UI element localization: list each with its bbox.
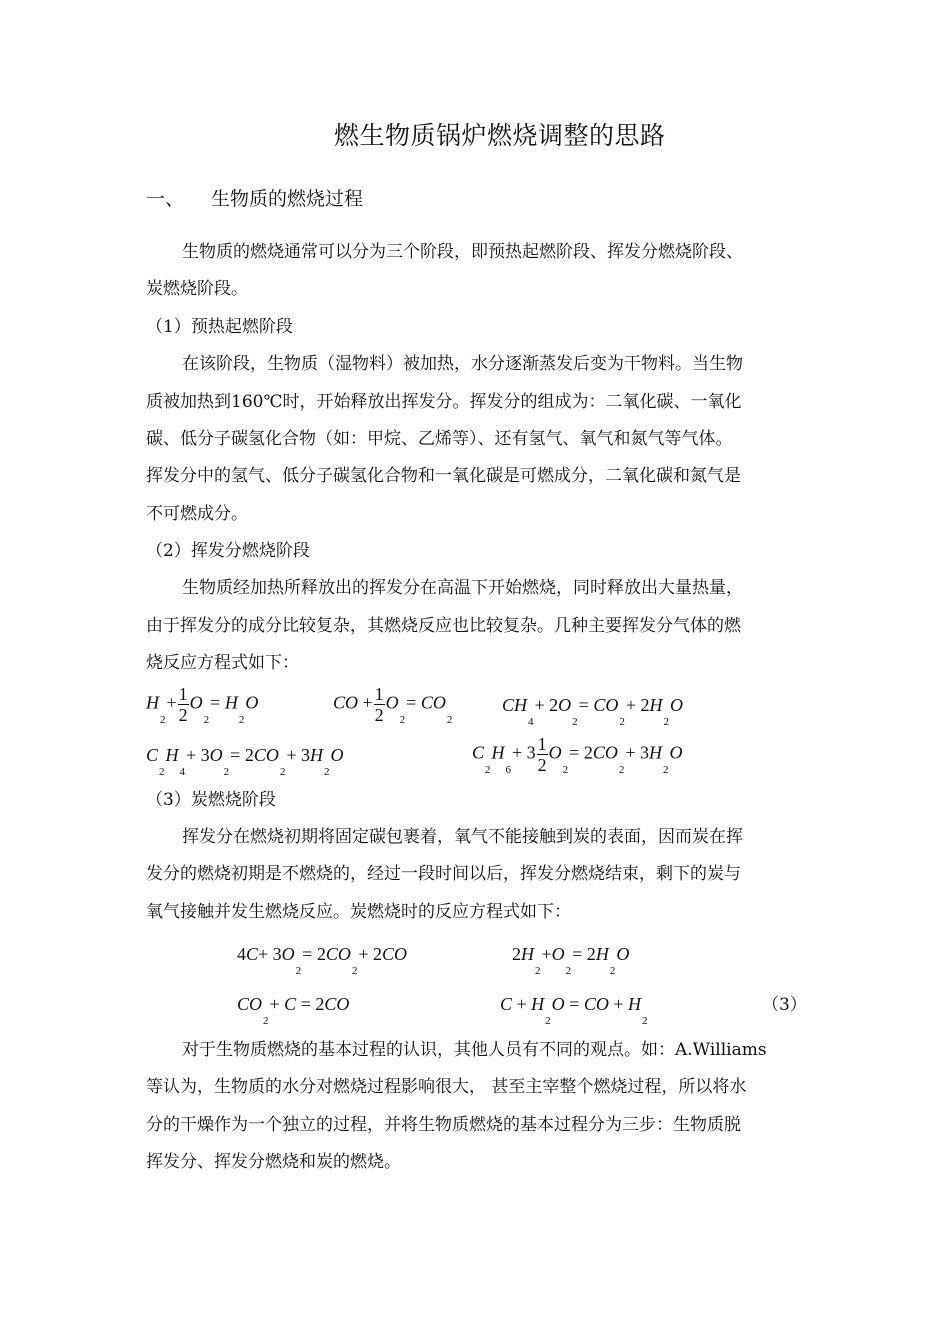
- stage3-line-1: 挥发分在燃烧初期将固定碳包裹着，氧气不能接触到炭的表面，因而炭在挥: [182, 827, 743, 847]
- equation-c2h4-combustion: $C_2H_4+ 3O_2= 2CO_2+ 3H_2O$: [146, 745, 344, 778]
- equation-c2h6-combustion: $C_2H_6+ 3$ $\frac{1}{2}$ $O_2= 2CO_2+ 3H_2O$: [472, 734, 683, 776]
- stage2-line-2: 由于挥发分的成分比较复杂，其燃烧反应也比较复杂。几种主要挥发分气体的燃: [146, 616, 741, 636]
- equation-h2-combustion: $H_2+$ $\frac{1}{2}$ $O_2= H_2O$: [146, 684, 259, 726]
- equation-co-combustion: CO + $\frac{1}{2}$ $O_2= CO_2$: [333, 684, 453, 726]
- equation-co2-reduction: $CO_2+ C = 2CO$: [237, 994, 350, 1027]
- stage1-line-5: 不可燃成分。: [146, 504, 248, 524]
- section-number: 一、: [146, 188, 185, 210]
- stage1-heading: （1）预热起燃阶段: [146, 317, 293, 337]
- closing-line-2: 等认为，生物质的水分对燃烧过程影响很大， 甚至主宰整个燃烧过程，所以将水: [146, 1077, 747, 1097]
- stage2-heading: （2）挥发分燃烧阶段: [146, 541, 310, 561]
- stage2-line-3: 烧反应方程式如下：: [146, 653, 299, 673]
- equation-ch4-combustion: $CH_4+ 2O_2= CO_2+ 2H_2O$: [502, 695, 683, 728]
- equation-number: （3）: [762, 995, 807, 1015]
- closing-line-3: 分的干燥作为一个独立的过程，并将生物质燃烧的基本过程分为三步：生物质脱: [146, 1115, 741, 1135]
- section-heading: 生物质的燃烧过程: [211, 188, 364, 210]
- stage2-line-1: 生物质经加热所释放出的挥发分在高温下开始燃烧，同时释放出大量热量，: [182, 578, 743, 598]
- equation-hydrogen-oxidation: $2H_2+O_2= 2H_2O$: [512, 944, 630, 977]
- stage3-line-3: 氧气接触并发生燃烧反应。炭燃烧时的反应方程式如下：: [146, 902, 571, 922]
- equation-water-gas: $C + H_2O$ = CO + $H_2$: [500, 994, 648, 1027]
- stage1-line-3: 碳、低分子碳氢化合物（如：甲烷、乙烯等）、还有氢气、氧气和氮气等气体。: [146, 429, 733, 449]
- stage1-line-4: 挥发分中的氢气、低分子碳氢化合物和一氧化碳是可燃成分，二氧化碳和氮气是: [146, 466, 741, 486]
- closing-line-4: 挥发分、挥发分燃烧和炭的燃烧。: [146, 1152, 401, 1172]
- intro-line-2: 炭燃烧阶段。: [146, 279, 248, 299]
- stage1-line-1: 在该阶段，生物质（湿物料）被加热，水分逐渐蒸发后变为干物料。当生物: [182, 354, 743, 374]
- stage3-line-2: 发分的燃烧初期是不燃烧的，经过一段时间以后，挥发分燃烧结束，剩下的炭与: [146, 864, 741, 884]
- equation-carbon-oxidation: $4C+ 3O_2= 2CO_2+ 2CO$: [237, 944, 408, 977]
- intro-line-1: 生物质的燃烧通常可以分为三个阶段，即预热起燃阶段、挥发分燃烧阶段、: [182, 242, 743, 262]
- closing-line-1: 对于生物质燃烧的基本过程的认识，其他人员有不同的观点。如：A.Williams: [182, 1040, 767, 1060]
- document-title: 燃生物质锅炉燃烧调整的思路: [334, 121, 666, 150]
- stage1-line-2: 质被加热到160℃时，开始释放出挥发分。挥发分的组成为：二氧化碳、一氧化: [146, 392, 742, 412]
- stage3-heading: （3）炭燃烧阶段: [146, 790, 276, 810]
